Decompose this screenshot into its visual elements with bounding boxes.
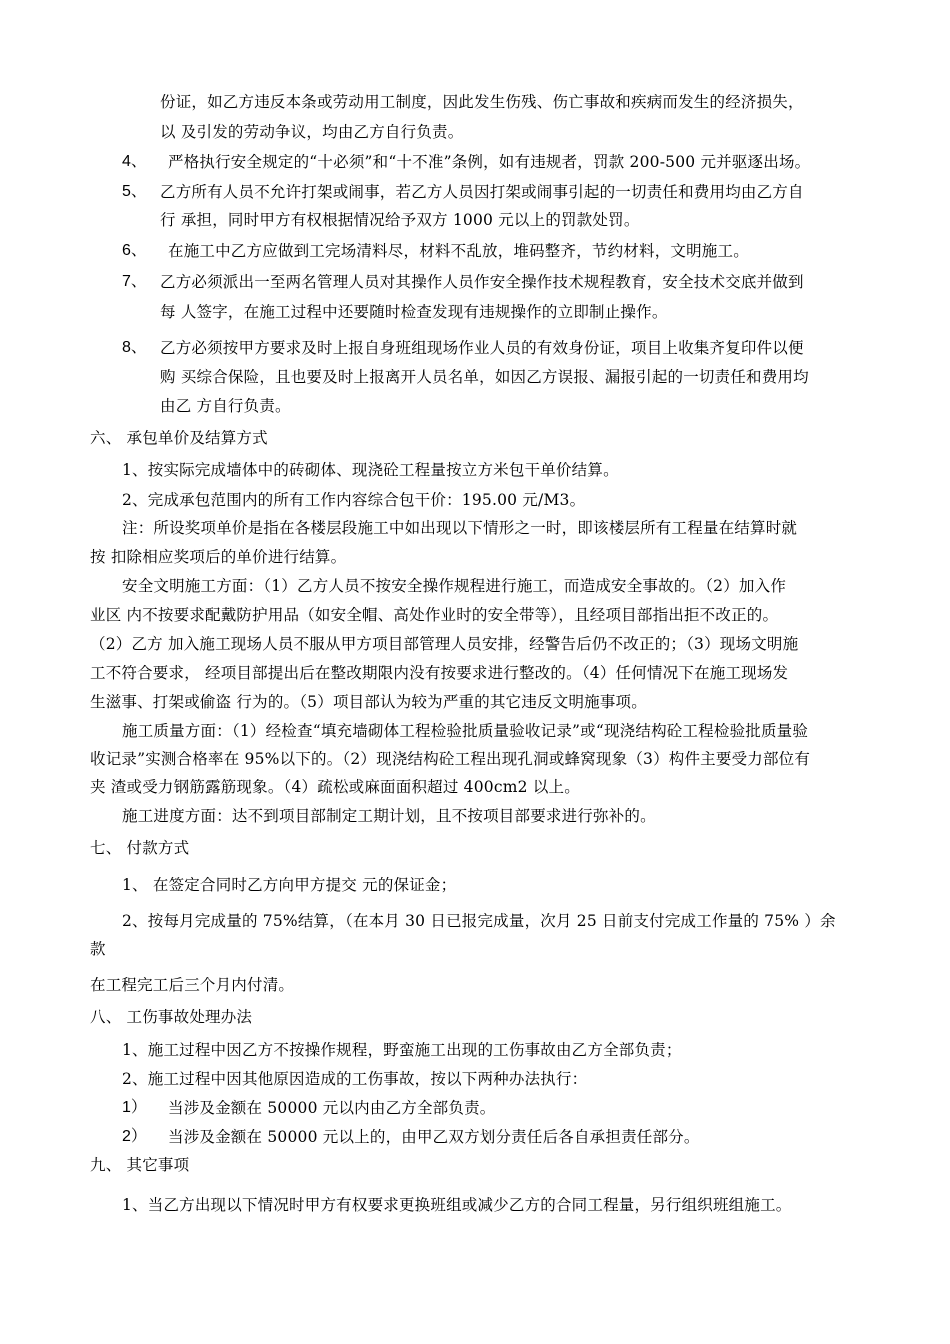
text-line: 生滋事、打架或偷盗 行为的。（5）项目部认为较为严重的其它违反文明施事项。	[90, 693, 647, 711]
text-line: 行 承担，同时甲方有权根据情况给予双方 1000 元以上的罚款处罚。	[160, 211, 640, 229]
text-line: 夹 渣或受力钢筋露筋现象。（4）疏松或麻面面积超过 400cm2 以上。	[90, 778, 580, 796]
text-line: 在施工中乙方应做到工完场清料尽，材料不乱放，堆码整齐，节约材料，文明施工。	[168, 242, 749, 260]
text-line: 施工进度方面：达不到项目部制定工期计划，且不按项目部要求进行弥补的。	[122, 807, 656, 825]
section-heading: 九、 其它事项	[90, 1156, 190, 1174]
text-line: 购 买综合保险，且也要及时上报离开人员名单，如因乙方误报、漏报引起的一切责任和费用均	[160, 368, 809, 386]
text-line: 当涉及金额在 50000 元以上的，由甲乙双方划分责任后各自承担责任部分。	[168, 1128, 700, 1146]
item-number: 7、	[122, 273, 147, 290]
item-number: 6、	[122, 242, 147, 259]
text-line: 2、施工过程中因其他原因造成的工伤事故，按以下两种办法执行：	[122, 1070, 588, 1088]
text-line: 1、施工过程中因乙方不按操作规程，野蛮施工出现的工伤事故由乙方全部负责；	[122, 1041, 682, 1059]
text-line: 乙方所有人员不允许打架或闹事，若乙方人员因打架或闹事引起的一切责任和费用均由乙方自	[160, 183, 804, 201]
item-number: 2）	[122, 1128, 147, 1145]
section-heading: 六、 承包单价及结算方式	[90, 429, 268, 447]
text-line: 份证，如乙方违反本条或劳动用工制度，因此发生伤残、伤亡事故和疾病而发生的经济损失，	[160, 93, 804, 111]
text-line: 工不符合要求， 经项目部提出后在整改期限内没有按要求进行整改的。（4）任何情况下在施工现场发	[90, 664, 789, 682]
text-line: 由乙 方自行负责。	[160, 397, 291, 415]
text-line: 安全文明施工方面：（1）乙方人员不按安全操作规程进行施工，而造成安全事故的。（2）加入作	[122, 577, 787, 595]
item-number: 1）	[122, 1099, 147, 1116]
text-line: 每 人签字，在施工过程中还要随时检查发现有违规操作的立即制止操作。	[160, 303, 668, 321]
text-line: 1、 在签定合同时乙方向甲方提交 元的保证金；	[122, 876, 457, 894]
text-line: 业区 内不按要求配戴防护用品（如安全帽、高处作业时的安全带等），且经项目部指出拒不改正的。	[90, 606, 779, 624]
text-line: 2、完成承包范围内的所有工作内容综合包干价：195.00 元/M3。	[122, 491, 586, 509]
text-line: 在工程完工后三个月内付清。	[90, 976, 295, 994]
section-heading: 七、 付款方式	[90, 839, 190, 857]
text-line: 1、按实际完成墙体中的砖砌体、现浇砼工程量按立方米包干单价结算。	[122, 461, 619, 479]
section-heading: 八、 工伤事故处理办法	[90, 1008, 253, 1026]
text-line: 款	[90, 940, 106, 958]
text-line: 当涉及金额在 50000 元以内由乙方全部负责。	[168, 1099, 496, 1117]
text-line: （2）乙方 加入施工现场人员不服从甲方项目部管理人员安排，经警告后仍不改正的；（3）现场文明施	[90, 635, 799, 653]
text-line: 严格执行安全规定的“十必须”和“十不准”条例，如有违规者，罚款 200-500 元并驱逐出场。	[168, 153, 811, 171]
item-number: 5、	[122, 183, 147, 200]
text-line: 1、当乙方出现以下情况时甲方有权要求更换班组或减少乙方的合同工程量，另行组织班组施工。	[122, 1196, 792, 1214]
text-line: 注：所设奖项单价是指在各楼层段施工中如出现以下情形之一时，即该楼层所有工程量在结算时就	[122, 519, 798, 537]
text-line: 乙方必须派出一至两名管理人员对其操作人员作安全操作技术规程教育，安全技术交底并做到	[160, 273, 804, 291]
text-line: 乙方必须按甲方要求及时上报自身班组现场作业人员的有效身份证，项目上收集齐复印件以便	[160, 339, 804, 357]
item-number: 4、	[122, 153, 147, 170]
text-line: 以 及引发的劳动争议，均由乙方自行负责。	[160, 123, 464, 141]
text-line: 收记录”实测合格率在 95%以下的。（2）现浇结构砼工程出现孔洞或蜂窝现象（3）构件主要受力部位有	[90, 750, 811, 768]
text-line: 按 扣除相应奖项后的单价进行结算。	[90, 548, 347, 566]
item-number: 8、	[122, 339, 147, 356]
text-line: 2、按每月完成量的 75%结算，（在本月 30 日已报完成量，次月 25 日前支付完成工作量的 75% ）余	[122, 912, 836, 930]
text-line: 施工质量方面：（1）经检查“填充墙砌体工程检验批质量验收记录”或“现浇结构砼工程检验批质量验	[122, 722, 809, 740]
